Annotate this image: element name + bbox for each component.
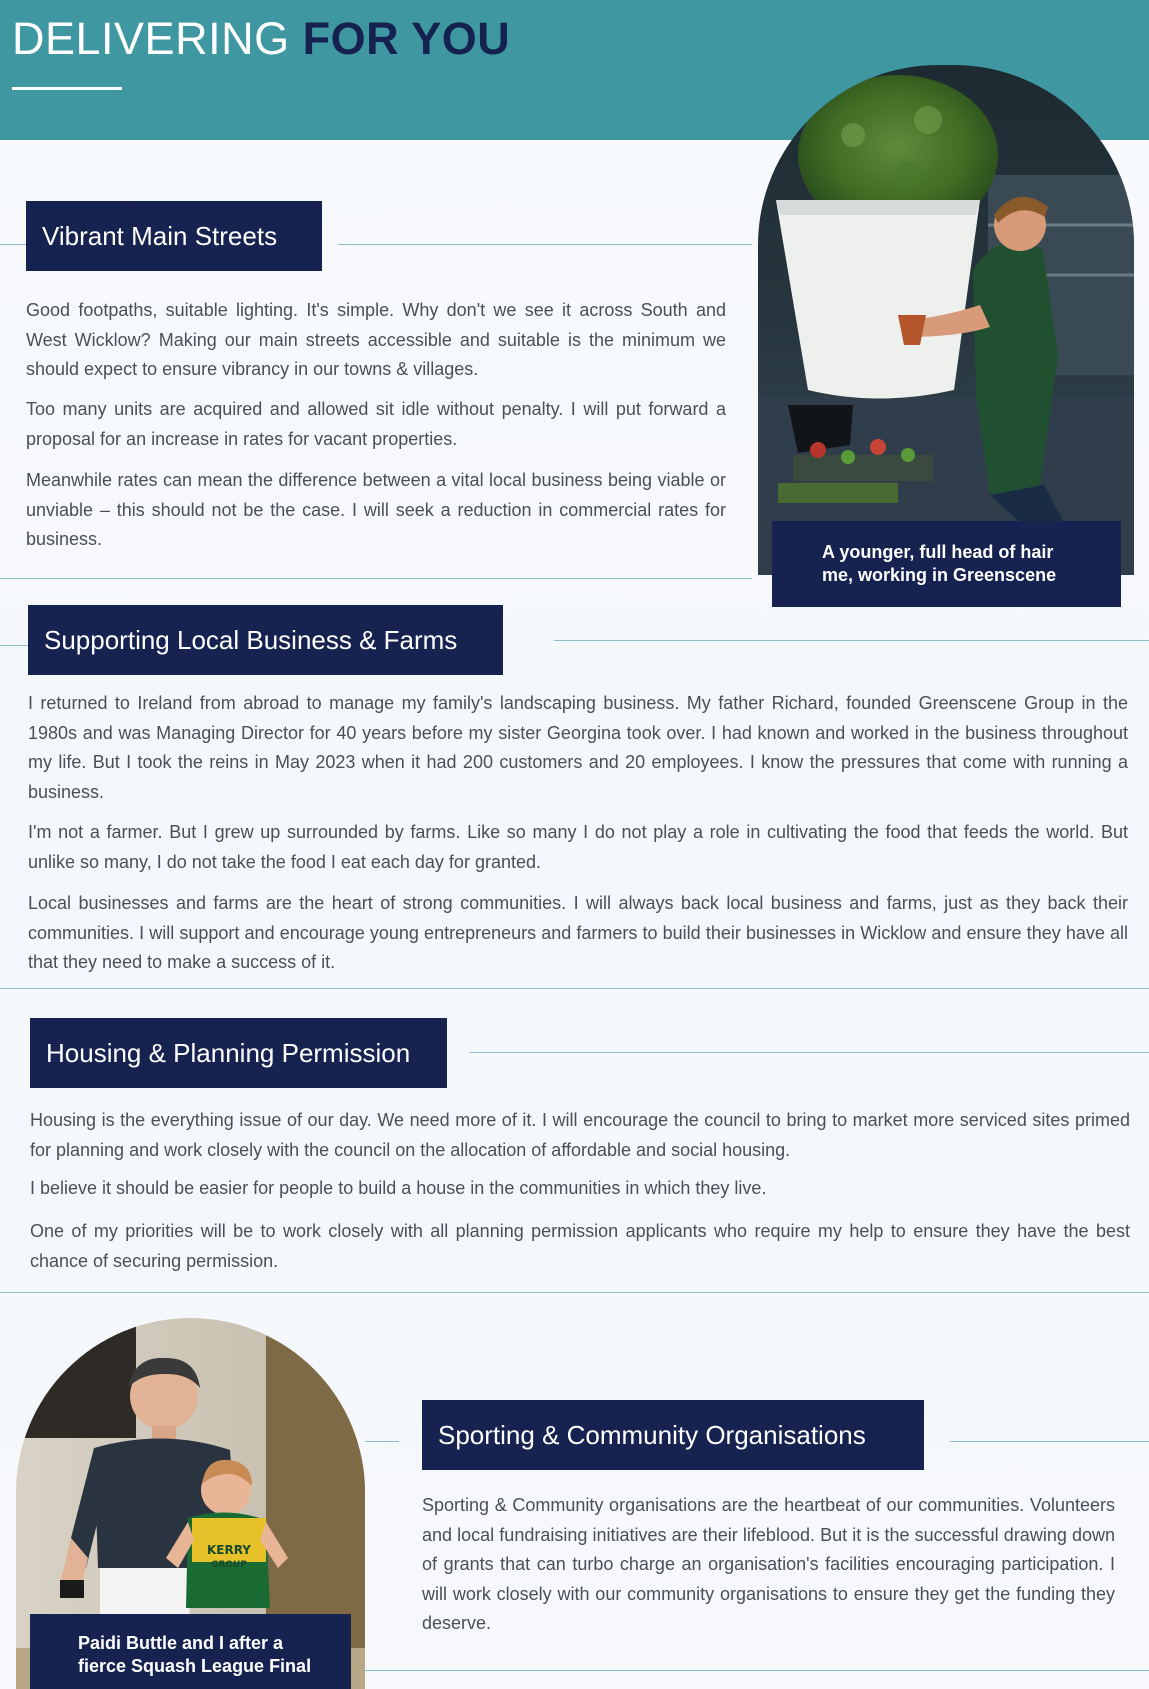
caption-line: fierce Squash League Final [78, 1656, 312, 1676]
section-rule [470, 1052, 1149, 1053]
paragraph: I returned to Ireland from abroad to manage my family's landscaping business. My father Richard, founded Greenscene Group in the 1980s and was Managing Director for 40 years before my sister Georgina took over. I had known and worked in the business throughout my life. But I took the reins in May 2023 when it had 200 customers and 20 employees. I know the pressures that come with running a business. [28, 693, 1128, 802]
jersey-text: GROUP [211, 1560, 247, 1570]
paragraph: One of my priorities will be to work closely with all planning permission applicants who require my help to ensure they have the best chance of securing permission. [30, 1221, 1130, 1271]
paragraph: Sporting & Community organisations are the heartbeat of our communities. Volunteers and local fundraising initiatives are their lifeblood. But it is the successful drawing down of grants that can turbo charge an organisation's facilities encouraging participation. I will work closely with our community organisations to ensure they get the funding they deserve. [422, 1495, 1115, 1633]
section-title-sporting-community: Sporting & Community Organisations [422, 1400, 924, 1470]
paragraph: I'm not a farmer. But I grew up surrounded by farms. Like so many I do not play a role in cultivating the food that feeds the world. But unlike so many, I do not take the food I eat each day for granted. [28, 822, 1128, 872]
section-divider [0, 578, 752, 579]
section-rule [365, 1441, 399, 1442]
section-divider [0, 1292, 1149, 1293]
greenscene-photo [758, 65, 1134, 575]
section-rule [0, 645, 28, 646]
paragraph: Housing is the everything issue of our day. We need more of it. I will encourage the council to bring to market more serviced sites primed for planning and work closely with the council on the allocation of affordable and social housing. [30, 1110, 1130, 1160]
page-title-bold: FOR YOU [302, 13, 511, 64]
section-rule [554, 640, 1149, 641]
page-title-light: DELIVERING [12, 13, 290, 64]
section-divider [365, 1670, 1149, 1671]
section-rule [950, 1441, 1149, 1442]
section-divider [0, 988, 1149, 989]
caption-line: Paidi Buttle and I after a [78, 1633, 284, 1653]
greenscene-caption [772, 521, 1121, 607]
section-rule [338, 244, 752, 245]
section-title-housing-planning: Housing & Planning Permission [30, 1018, 447, 1088]
caption-line: A younger, full head of hair [822, 542, 1054, 562]
paragraph: Good footpaths, suitable lighting. It's simple. Why don't we see it across South and West Wicklow? Making our main streets accessible and suitable is the minimum we should expect to ensure vibrancy in our towns & villages. [26, 300, 726, 379]
page-title [12, 14, 510, 64]
paragraph: Too many units are acquired and allowed sit idle without penalty. I will put forward a proposal for an increase in rates for vacant properties. [26, 399, 726, 449]
section-title-supporting-local-business: Supporting Local Business & Farms [28, 605, 503, 675]
section-title-vibrant-main-streets: Vibrant Main Streets [26, 201, 322, 271]
squash-caption [30, 1614, 351, 1689]
paragraph: Local businesses and farms are the heart of strong communities. I will always back local business and farms, just as they back their communities. I will support and encourage young entrepreneurs and farmers to build their businesses in Wicklow and ensure they have all that they need to make a success of it. [28, 893, 1128, 972]
paragraph: Meanwhile rates can mean the difference between a vital local business being viable or unviable – this should not be the case. I will seek a reduction in commercial rates for business. [26, 470, 726, 549]
section-rule [0, 244, 26, 245]
title-underline [12, 87, 122, 90]
jersey-text: KERRY [206, 1543, 252, 1557]
paragraph: I believe it should be easier for people to build a house in the communities in which they live. [30, 1178, 767, 1198]
caption-line: me, working in Greenscene [822, 565, 1057, 585]
